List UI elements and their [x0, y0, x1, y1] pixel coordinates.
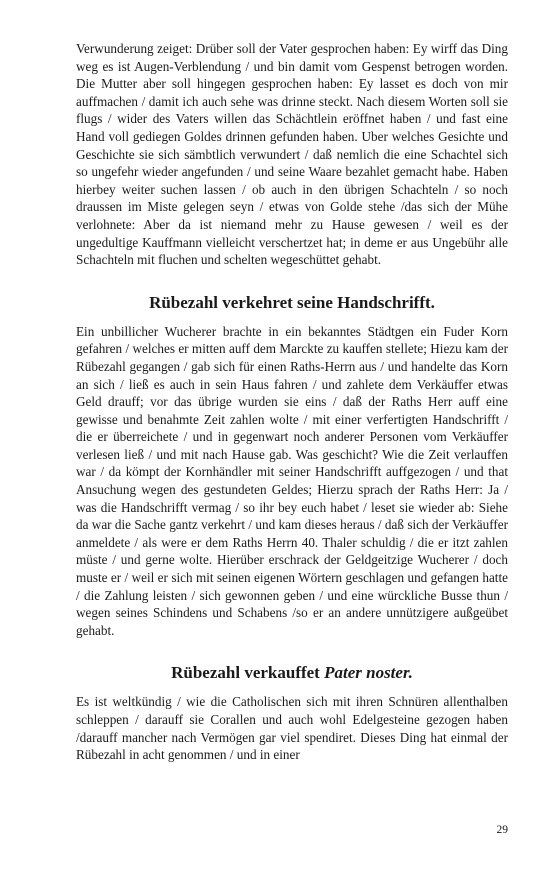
page-number: 29: [496, 824, 508, 836]
heading-main-text: Rübezahl verkauffet: [171, 663, 325, 683]
paragraph-handschrifft: Ein unbillicher Wucherer brachte in ein bekanntes Städtgen ein Fuder Korn gefahren / welches er mitten auff dem Marckte zu kauffen stellete; Hiezu kam der Rübezahl gegangen / gab sich für einen Raths-Herrn aus / und handelte das Korn an sich / ließ es auch in sein Haus fahren / und zahlete dem Verkäuffer etwas Geld drauff; vor das übrige wurden sie eins / daß der Raths Herr auff eine gewisse und benahmte Zeit zahlen wolte / mit einer verfertigten Handschrifft / die er überreichete / und in gegenwart noch anderer Personen vom Verkäuffer verlesen ließ / und mit nach Hause gab. Was geschicht? Wie die Zeit verlauffen war / da kömpt der Kornhändler mit seiner Handschrifft auffgezogen / und that Ansuchung wegen des gestundeten Geldes; Hierzu sprach der Raths Herr: Ja / was die Handschrifft vermag / so ihr bey euch habet / leset sie wieder ab: Siehe da war die Sache gantz verkehrt / und kam dieses heraus / daß sich der Verkäuffer anmeldete / als were er dem Raths Herrn 40. Thaler schuldig / die er itzt zahlen müste / und gerne wolte. Hierüber erschrack der Geldgeitzige Wucherer / doch muste er / weil er sich mit seinen eigenen Wörtern geschlagen und gefangen hatte / die Zahlung leisten / sich gewonnen geben / und eine würckliche Busse thun / wegen seines Schindens und Schabens /so er an andere unnützigere außgeübet gehabt.: [76, 323, 508, 638]
heading-italic-text: Pater noster.: [324, 663, 413, 683]
section-heading-pater-noster: [76, 663, 508, 683]
book-page: [76, 40, 508, 764]
section-heading-handschrifft: Rübezahl verkehret seine Handschrifft.: [149, 292, 435, 312]
intro-paragraph: Verwunderung zeiget: Drüber soll der Vater gesprochen haben: Ey wirff das Ding weg es ist Augen-Verblendung / und bin damit vom Gespenst betrogen worden. Die Mutter aber soll hingegen gesprochen haben: Ey lasset es doch von mir auffmachen / damit ich auch sehe was drinne steckt. Nach diesem Worten soll sie flugs / wider des Vaters willen das Schächtlein eröffnet haben / und fast eine Hand voll gediegen Goldes drinnen gefunden haben. Uber welches Gesichte und Geschichte sie sich sämbtlich verwundert / daß nemlich die eine Schachtel sich so ungefehr wieder angefunden / und seine Waare bezahlet gemacht habe. Haben hierbey weiter suchen lassen / ob auch in den übrigen Schachteln / so noch draussen im Miste gelegen seyn / etwas von Golde stehe /das sich der Mühe verlohnete: Aber da ist niemand mehr zu Hause gewesen / weil es der ungedultige Kauffmann vielleicht verschertzet hat; in deme er aus Ungebühr alle Schachteln mit fluchen und schelten wegeschüttet gehabt.: [76, 41, 508, 268]
paragraph-pater-noster: Es ist weltkündig / wie die Catholischen sich mit ihren Schnüren allenthalben schleppen / darauff sie Corallen und auch wohl Edelgesteine gezogen haben /darauff mancher nach Vermögen gar viel spendiret. Dieses Ding hat einmal der Rübezahl in acht genommen / und in einer: [76, 694, 508, 763]
